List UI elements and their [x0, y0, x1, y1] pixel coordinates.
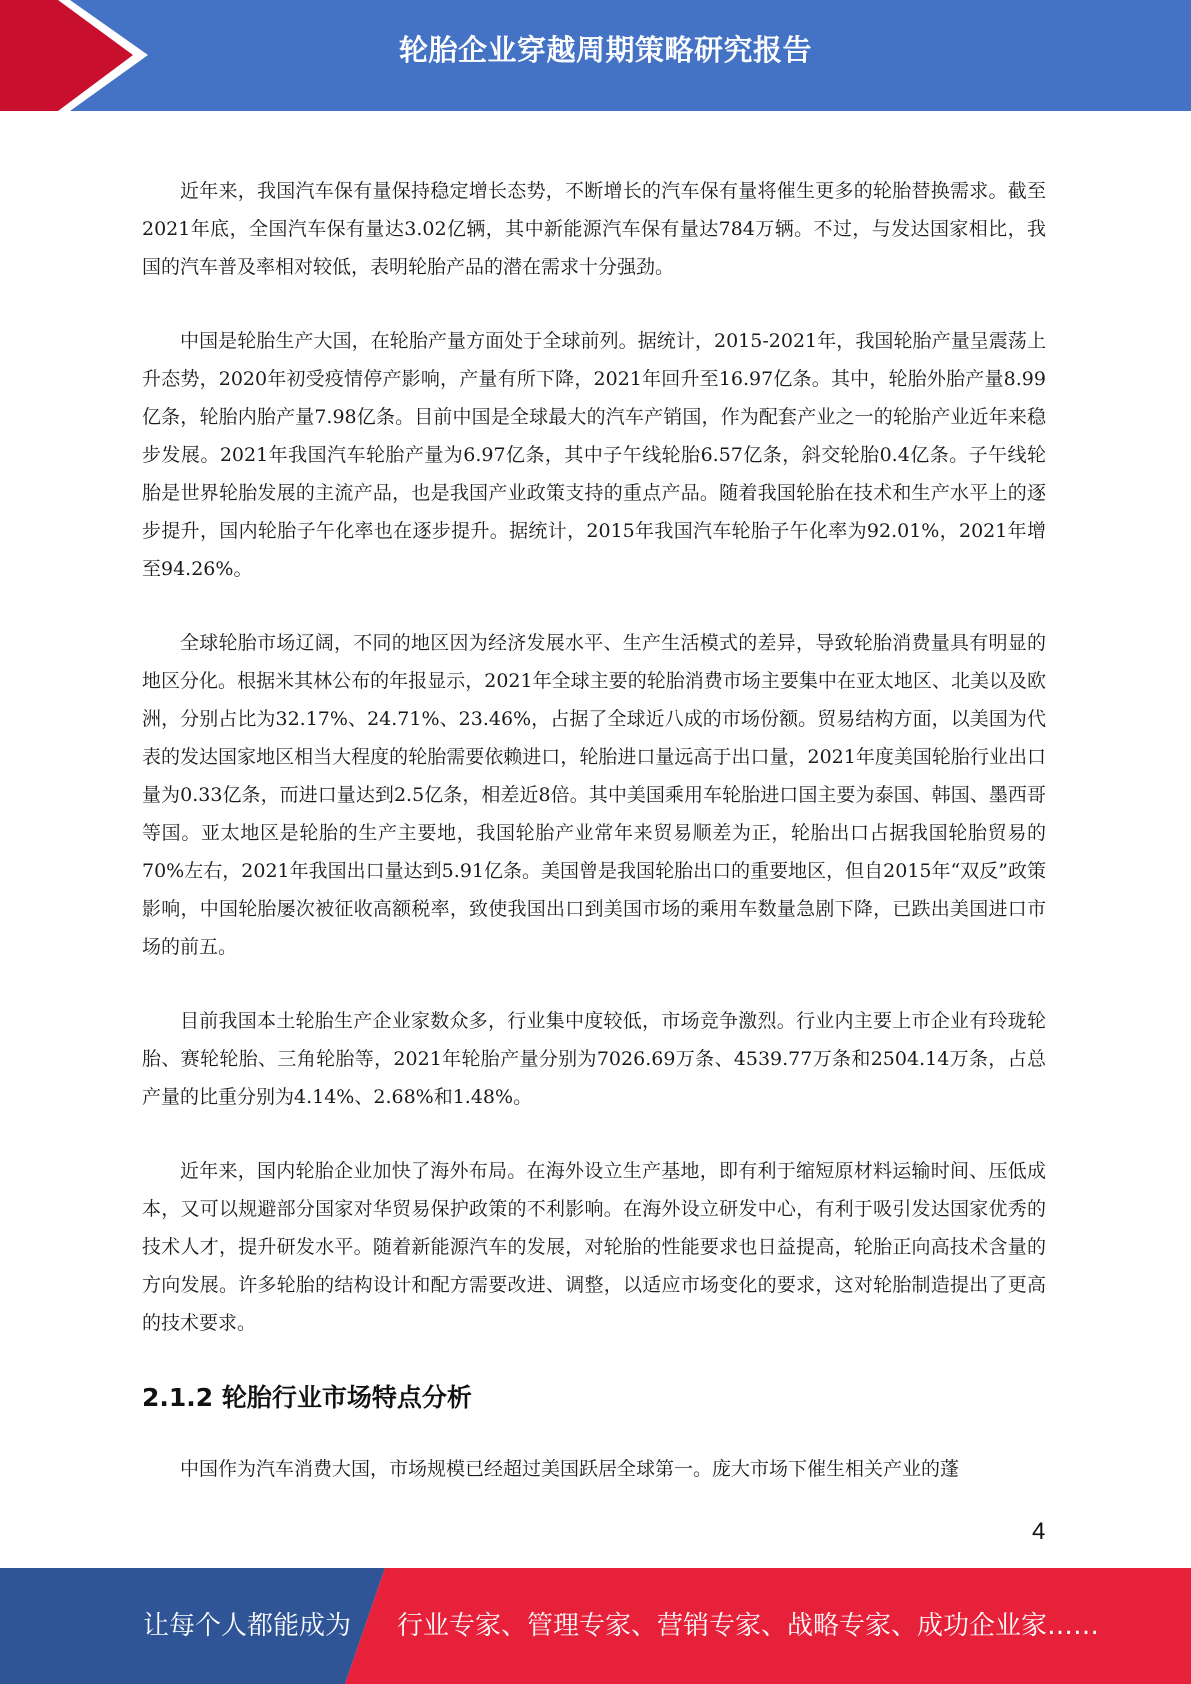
footer-slogan-right: 行业专家、管理专家、营销专家、战略专家、成功企业家…… [397, 1611, 1100, 1641]
paragraph: 全球轮胎市场辽阔，不同的地区因为经济发展水平、生产生活模式的差异，导致轮胎消费量具有明显的地区分化。根据米其林公布的年报显示，2021年全球主要的轮胎消费市场主要集中在亚太地区、北美以及欧洲，分别占比为32.17%、24.71%、23.46%，占据了全球近八成的市场份额。贸易结构方面，以美国为代表的发达国家地区相当大程度的轮胎需要依赖进口，轮胎进口量远高于出口量，2021年度美国轮胎行业出口量为0.33亿条，而进口量达到2.5亿条，相差近8倍。其中美国乘用车轮胎进口国主要为泰国、韩国、墨西哥等国。亚太地区是轮胎的生产主要地，我国轮胎产业常年来贸易顺差为正，轮胎出口占据我国轮胎贸易的70%左右，2021年我国出口量达到5.91亿条。美国曾是我国轮胎出口的重要地区，但自2015年“双反”政策影响，中国轮胎屡次被征收高额税率，致使我国出口到美国市场的乘用车数量急剧下降，已跌出美国进口市场的前五。 [142, 632, 1046, 958]
page-number: 4 [1032, 1518, 1046, 1545]
paragraph: 近年来，我国汽车保有量保持稳定增长态势，不断增长的汽车保有量将催生更多的轮胎替换需求。截至2021年底，全国汽车保有量达3.02亿辆，其中新能源汽车保有量达784万辆。不过，与发达国家相比，我国的汽车普及率相对较低，表明轮胎产品的潜在需求十分强劲。 [142, 180, 1046, 278]
page-header [0, 0, 1191, 111]
report-title: 轮胎企业穿越周期策略研究报告 [398, 33, 812, 67]
footer-slogan-left: 让每个人都能成为 [143, 1611, 352, 1641]
document-body [142, 172, 1046, 1524]
paragraph: 中国作为汽车消费大国，市场规模已经超过美国跃居全球第一。庞大市场下催生相关产业的蓬 [180, 1458, 960, 1480]
paragraph: 近年来，国内轮胎企业加快了海外布局。在海外设立生产基地，即有利于缩短原材料运输时间、压低成本，又可以规避部分国家对华贸易保护政策的不利影响。在海外设立研发中心，有利于吸引发达国家优秀的技术人才，提升研发水平。随着新能源汽车的发展，对轮胎的性能要求也日益提高，轮胎正向高技术含量的方向发展。许多轮胎的结构设计和配方需要改进、调整，以适应市场变化的要求，这对轮胎制造提出了更高的技术要求。 [142, 1160, 1046, 1334]
paragraph: 目前我国本土轮胎生产企业家数众多，行业集中度较低，市场竞争激烈。行业内主要上市企业有玲珑轮胎、赛轮轮胎、三角轮胎等，2021年轮胎产量分别为7026.69万条、4539.77万条和2504.14万条，占总产量的比重分别为4.14%、2.68%和1.48%。 [142, 1010, 1046, 1108]
section-heading: 2.1.2 轮胎行业市场特点分析 [142, 1383, 472, 1412]
page-footer [0, 1568, 1191, 1684]
paragraph: 中国是轮胎生产大国，在轮胎产量方面处于全球前列。据统计，2015-2021年，我国轮胎产量呈震荡上升态势，2020年初受疫情停产影响，产量有所下降，2021年回升至16.97亿条。其中，轮胎外胎产量8.99亿条，轮胎内胎产量7.98亿条。目前中国是全球最大的汽车产销国，作为配套产业之一的轮胎产业近年来稳步发展。2021年我国汽车轮胎产量为6.97亿条，其中子午线轮胎6.57亿条，斜交轮胎0.4亿条。子午线轮胎是世界轮胎发展的主流产品，也是我国产业政策支持的重点产品。随着我国轮胎在技术和生产水平上的逐步提升，国内轮胎子午化率也在逐步提升。据统计，2015年我国汽车轮胎子午化率为92.01%，2021年增至94.26%。 [142, 330, 1046, 580]
